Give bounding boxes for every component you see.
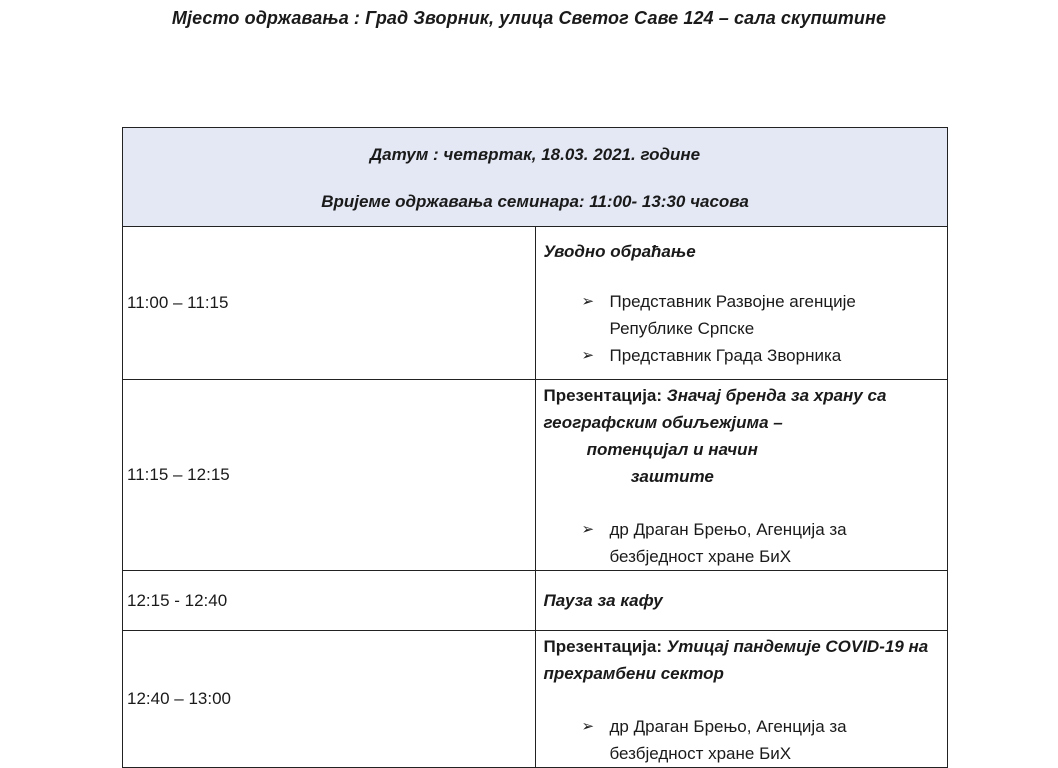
- content-cell: [535, 631, 948, 768]
- schedule-table: [122, 127, 948, 768]
- time-cell: 11:00 – 11:15: [123, 227, 536, 380]
- time-cell: 12:15 - 12:40: [123, 571, 536, 631]
- arrow-bullet-icon: ➢: [581, 292, 595, 310]
- content-cell: [535, 380, 948, 571]
- list-item: [582, 713, 942, 767]
- presentation-label: Презентација:: [543, 386, 663, 405]
- speaker-list: [544, 288, 942, 369]
- speaker-text: Представник Града Зворника: [609, 345, 842, 365]
- speaker-list: [544, 516, 942, 570]
- time-cell: 12:40 – 13:00: [123, 631, 536, 768]
- arrow-bullet-icon: ➢: [581, 718, 595, 735]
- session-title: Уводно обраћање: [543, 241, 696, 261]
- header-cell: [123, 128, 948, 227]
- speaker-text: др Драган Брењо, Агенција за безбједност хране БиХ: [609, 717, 847, 763]
- content-cell: [535, 227, 948, 380]
- list-item: [582, 342, 942, 369]
- presentation-title-part2: потенцијал и начин заштите: [586, 440, 758, 486]
- date-line: Датум : четвртак, 18.03. 2021. године: [369, 144, 701, 164]
- session-title: [544, 382, 942, 490]
- table-row: [123, 631, 948, 768]
- venue-line: Мјесто одржавања : Град Зворник, улица Светог Саве 124 – сала скупштине: [171, 8, 887, 28]
- presentation-title: Утицај пандемије COVID-19 на прехрамбени сектор: [543, 637, 929, 683]
- table-row: [123, 571, 948, 631]
- seminar-time-line: Вријеме одржавања семинара: 11:00- 13:30 часова: [321, 191, 749, 211]
- speaker-text: др Драган Брењо, Агенција за безбједност хране БиХ: [609, 520, 847, 566]
- arrow-bullet-icon: ➢: [581, 346, 595, 364]
- time-cell: 11:15 – 12:15: [123, 380, 536, 571]
- presentation-title-part1: Значај бренда за храну са географским обиљежјима –: [543, 386, 887, 432]
- speaker-list: [544, 713, 942, 767]
- table-row: [123, 227, 948, 380]
- arrow-bullet-icon: ➢: [581, 521, 595, 538]
- session-title: Пауза за кафу: [543, 590, 663, 610]
- list-item: [582, 516, 942, 570]
- presentation-label: Презентација:: [543, 637, 663, 656]
- speaker-text: Представник Развојне агенције Републике Српске: [609, 291, 856, 338]
- session-title: [544, 633, 942, 687]
- header-row: [123, 128, 948, 227]
- content-cell: [535, 571, 948, 631]
- table-row: [123, 380, 948, 571]
- list-item: [582, 288, 942, 342]
